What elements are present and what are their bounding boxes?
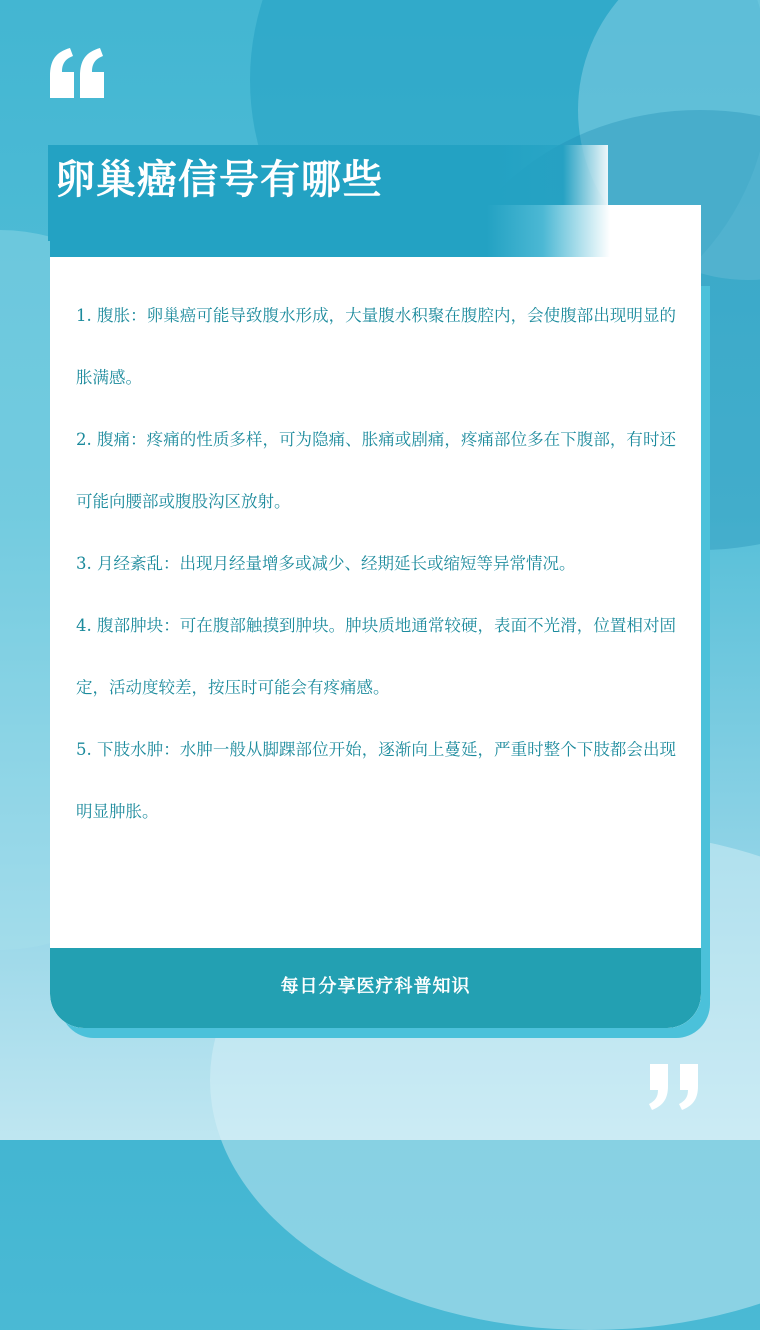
list-item: 4. 腹部肿块：可在腹部触摸到肿块。肿块质地通常较硬，表面不光滑，位置相对固定，活动度较差，按压时可能会有疼痛感。 [76,616,676,697]
list-item: 2. 腹痛：疼痛的性质多样，可为隐痛、胀痛或剧痛，疼痛部位多在下腹部，有时还可能向腰部或腹股沟区放射。 [76,430,676,511]
list-item: 1. 腹胀：卵巢癌可能导致腹水形成，大量腹水积聚在腹腔内，会使腹部出现明显的胀满感。 [76,306,676,387]
footer-bar [50,948,701,1028]
footer-text: 每日分享医疗科普知识 [280,976,471,997]
list-item: 5. 下肢水肿：水肿一般从脚踝部位开始，逐渐向上蔓延，严重时整个下肢都会出现明显肿胀。 [76,740,676,821]
title-banner-lower [50,205,610,257]
close-quote-icon [646,1062,706,1112]
list-item: 3. 月经紊乱：出现月经量增多或减少、经期延长或缩短等异常情况。 [76,554,576,573]
item-list [76,285,676,843]
page-title: 卵巢癌信号有哪些 [55,157,383,203]
open-quote-icon [48,42,108,102]
content-card [50,205,701,1028]
